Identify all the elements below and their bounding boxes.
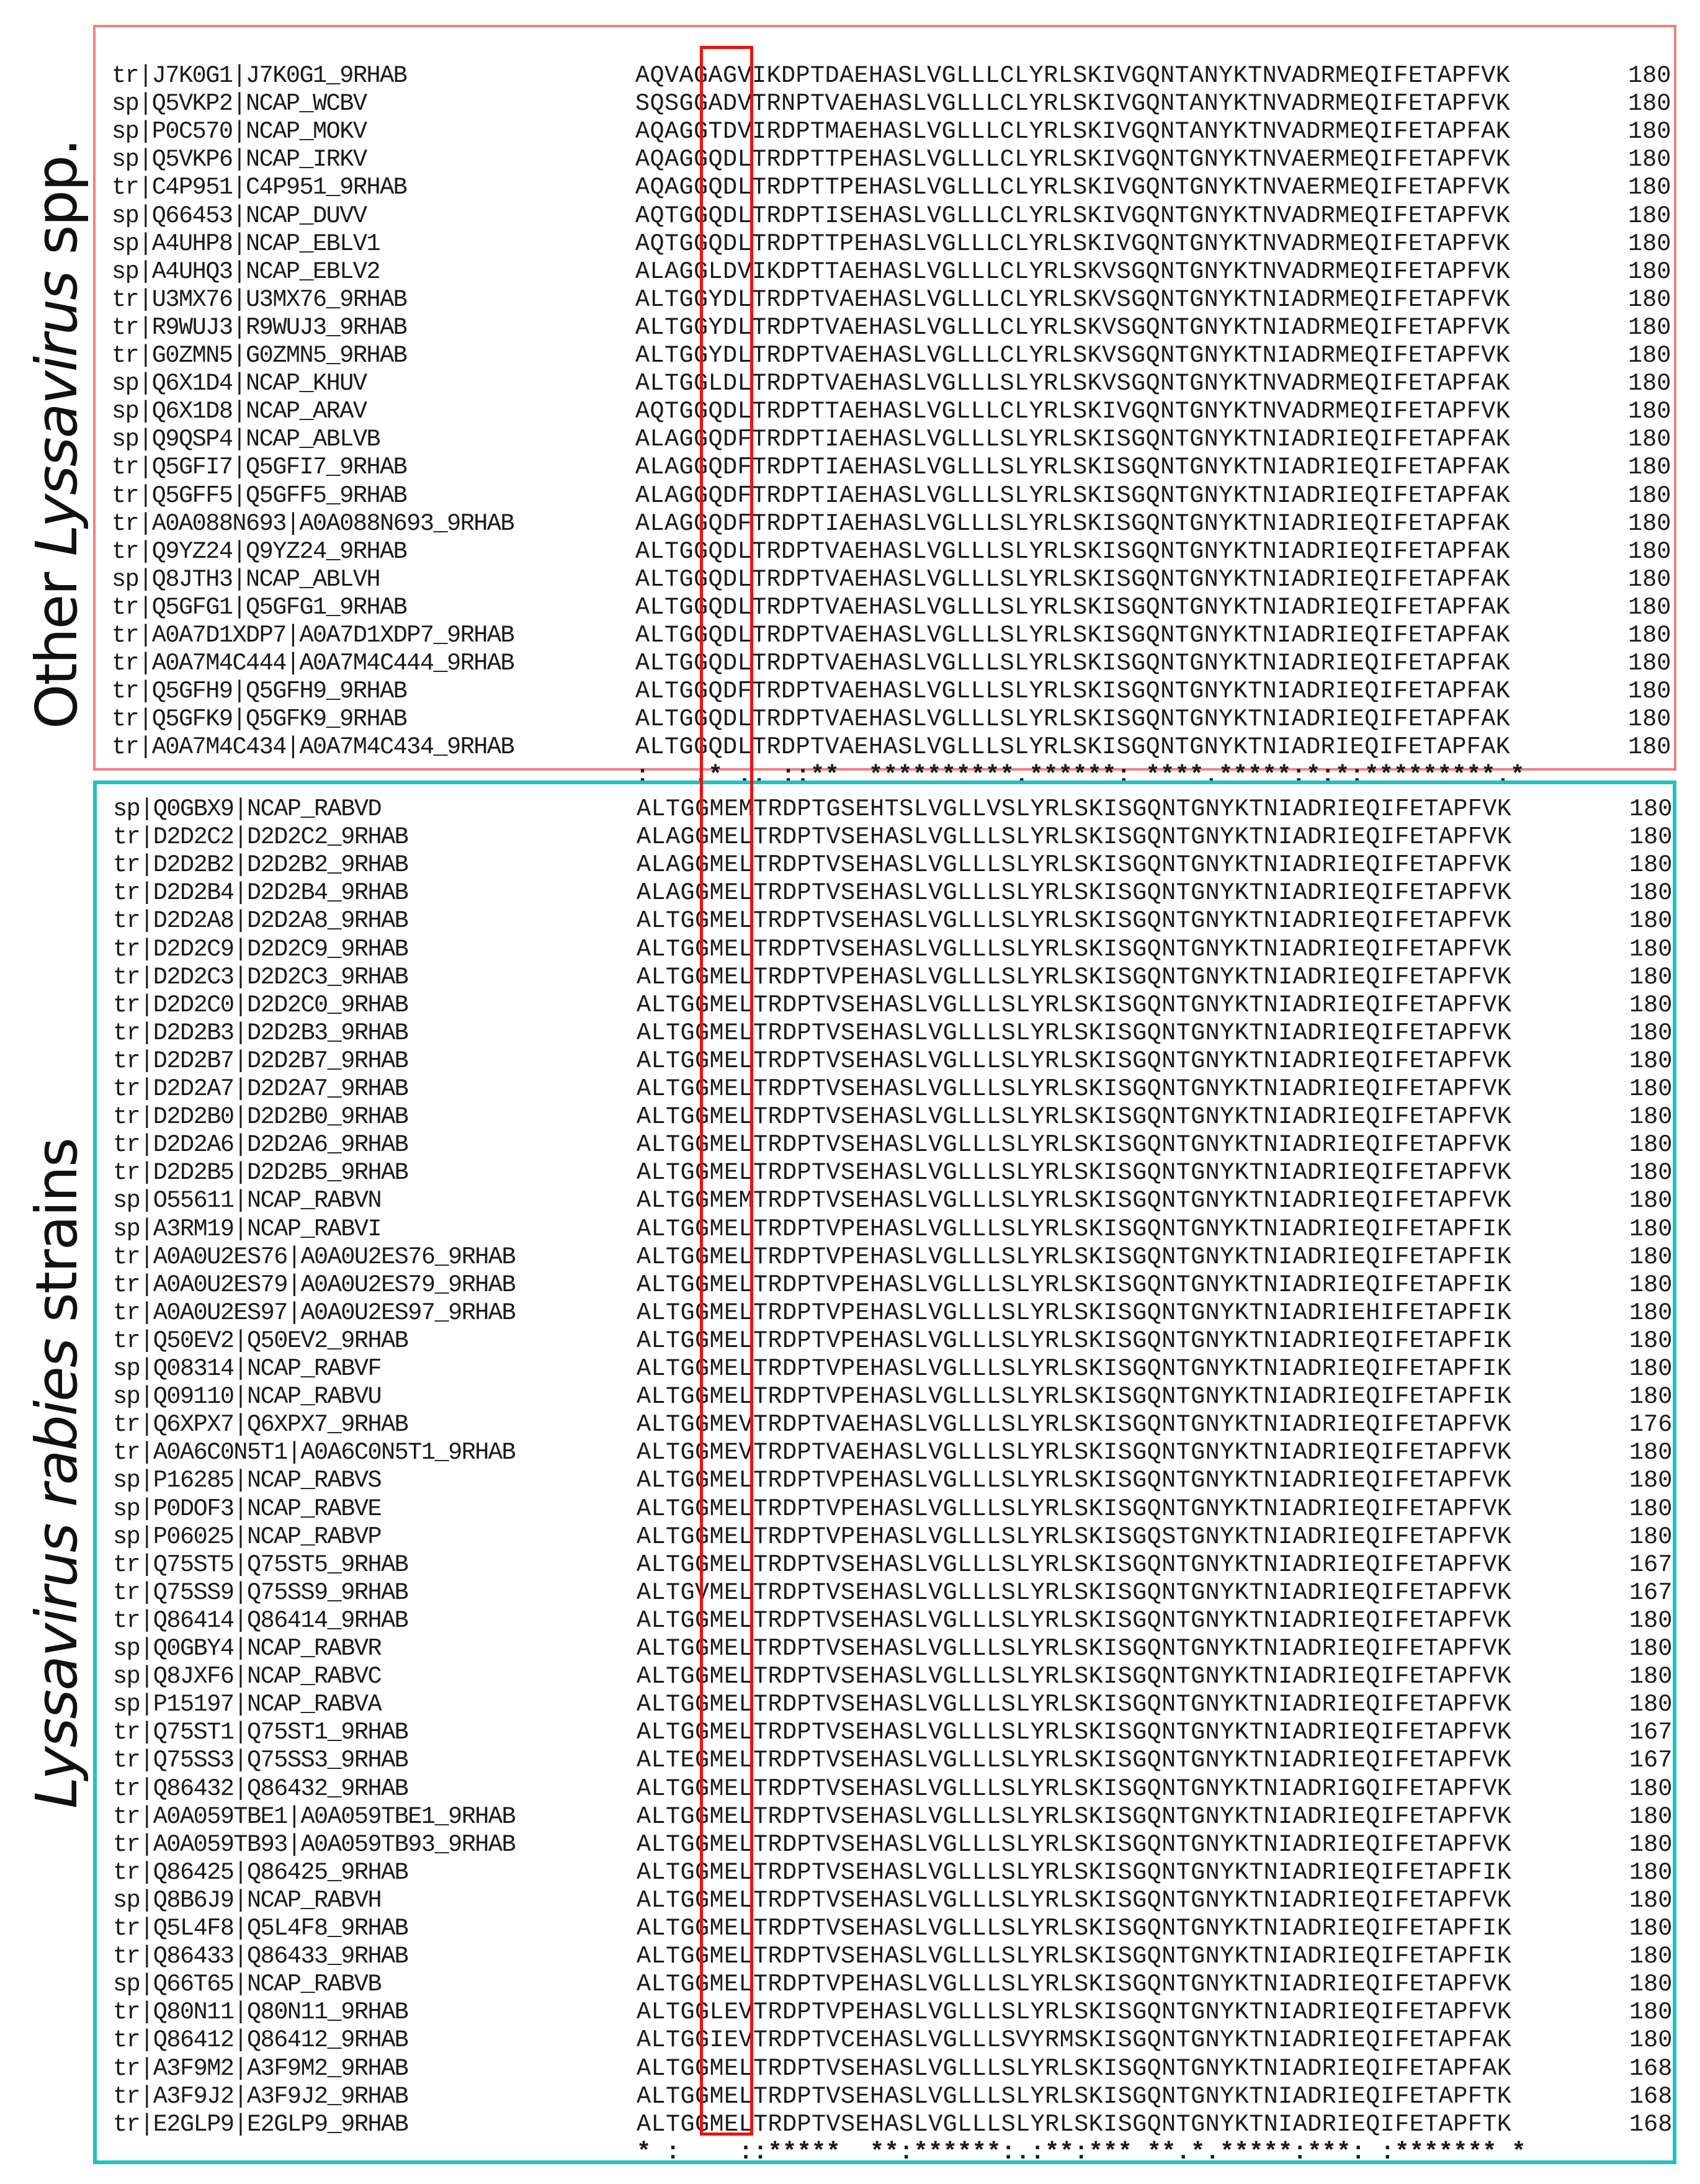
- residue-position: 180: [1629, 1915, 1673, 1942]
- residue-position: 180: [1628, 593, 1671, 621]
- residue-position: 180: [1629, 795, 1673, 823]
- sequence-id: tr|Q5GFF5|Q5GFF5_9RHAB: [112, 481, 407, 509]
- sequence-id: tr|D2D2B5|D2D2B5_9RHAB: [113, 1159, 408, 1187]
- sequence-id: sp|Q8JTH3|NCAP_ABLVH: [112, 565, 380, 593]
- sequence-residues: ALTGGLDLTRDPTVAEHASLVGLLLSLYRLSKVSGQNTGNYKTNVADRMEQIFETAPFAK: [635, 370, 1511, 398]
- sequence-residues: ALTGGMELTRDPTVSEHASLVGLLLSLYRLSKISGQNTGNYKTNIADRIEQIFETAPFTK: [637, 2082, 1512, 2110]
- sequence-id: tr|D2D2C2|D2D2C2_9RHAB: [113, 823, 408, 851]
- residue-position: 167: [1629, 1747, 1673, 1774]
- sequence-id: tr|J7K0G1|J7K0G1_9RHAB: [112, 62, 407, 89]
- sequence-residues: ALTGGMELTRDPTVSEHASLVGLLLSLYRLSKISGQNTGNYKTNIADRIGQIFETAPFVK: [637, 1774, 1512, 1802]
- sequence-id: tr|D2D2C0|D2D2C0_9RHAB: [113, 991, 408, 1019]
- consensus-symbols: * : ::***** **:******:.:**:*** **.*.*****:***: :******* *: [637, 2138, 1526, 2166]
- sequence-residues: ALTGGMEVTRDPTVAEHASLVGLLLSLYRLSKISGQNTGNYKTNIADRIEQIFETAPFVK: [637, 1439, 1512, 1467]
- sequence-residues: ALTGGQDLTRDPTVAEHASLVGLLLSLYRLSKISGQNTGNYKTNIADRIEQIFETAPFAK: [635, 537, 1511, 565]
- sequence-id: tr|D2D2A8|D2D2A8_9RHAB: [113, 907, 408, 935]
- residue-position: 180: [1629, 991, 1673, 1019]
- side-label-italic: Lyssavirus: [24, 271, 90, 557]
- sequence-id: sp|Q5VKP6|NCAP_IRKV: [112, 146, 367, 174]
- sequence-id: tr|A0A0U2ES76|A0A0U2ES76_9RHAB: [113, 1243, 516, 1271]
- residue-position: 180: [1628, 650, 1671, 678]
- residue-position: 180: [1628, 705, 1671, 733]
- sequence-residues: ALTGGQDLTRDPTVAEHASLVGLLLSLYRLSKISGQNTGNYKTNIADRIEQIFETAPFAK: [635, 565, 1511, 593]
- sequence-id: tr|D2D2B0|D2D2B0_9RHAB: [113, 1103, 408, 1131]
- sequence-id: sp|P15197|NCAP_RABVA: [113, 1691, 382, 1719]
- residue-position: 180: [1629, 1943, 1673, 1971]
- sequence-residues: ALTGGMELTRDPTVPEHASLVGLLLSLYRLSKISGQNTGNYKTNIADRIEQIFETAPFIK: [637, 1383, 1512, 1411]
- sequence-residues: ALAGGMELTRDPTVSEHASLVGLLLSLYRLSKISGQNTGNYKTNIADRIEQIFETAPFVK: [637, 879, 1512, 907]
- sequence-id: sp|A4UHQ3|NCAP_EBLV2: [112, 257, 380, 285]
- residue-position: 180: [1629, 1243, 1673, 1271]
- sequence-id: sp|P16285|NCAP_RABVS: [113, 1467, 382, 1495]
- residue-position: 180: [1628, 678, 1671, 705]
- sequence-residues: ALTGGYDLTRDPTVAEHASLVGLLLCLYRLSKVSGQNTGNYKTNIADRMEQIFETAPFVK: [635, 313, 1511, 341]
- sequence-residues: ALTGGMELTRDPTVSEHASLVGLLLSLYRLSKISGQNTGNYKTNIADRIEQIFETAPFVK: [637, 907, 1512, 935]
- sequence-id: tr|D2D2C9|D2D2C9_9RHAB: [113, 935, 408, 963]
- sequence-residues: ALAGGQDFTRDPTIAEHASLVGLLLSLYRLSKISGQNTGNYKTNIADRIEQIFETAPFAK: [635, 426, 1511, 454]
- sequence-residues: ALAGGQDFTRDPTIAEHASLVGLLLSLYRLSKISGQNTGNYKTNIADRIEQIFETAPFAK: [635, 454, 1511, 481]
- residue-position: 180: [1628, 481, 1671, 509]
- sequence-residues: ALTGGQDFTRDPTVAEHASLVGLLLSLYRLSKISGQNTGNYKTNIADRIEQIFETAPFAK: [635, 678, 1511, 705]
- residue-position: 180: [1628, 370, 1671, 398]
- residue-position: 180: [1629, 1774, 1673, 1802]
- sequence-residues: ALAGGQDFTRDPTIAEHASLVGLLLSLYRLSKISGQNTGNYKTNIADRIEQIFETAPFAK: [635, 481, 1511, 509]
- sequence-id: tr|D2D2A7|D2D2A7_9RHAB: [113, 1075, 408, 1103]
- residue-position: 180: [1629, 1019, 1673, 1047]
- sequence-residues: ALAGGLDVIKDPTTAEHASLVGLLLCLYRLSKVSGQNTGNYKTNVADRMEQIFETAPFVK: [635, 257, 1511, 285]
- residue-position: 168: [1629, 2054, 1673, 2082]
- residue-position: 180: [1629, 1495, 1673, 1523]
- residue-position: 180: [1629, 1635, 1673, 1662]
- residue-position: 180: [1629, 1187, 1673, 1215]
- residue-position: 168: [1629, 2082, 1673, 2110]
- residue-position: 180: [1628, 454, 1671, 481]
- residue-position: 180: [1629, 1606, 1673, 1634]
- sequence-id: tr|Q86414|Q86414_9RHAB: [113, 1606, 408, 1634]
- residue-position: 180: [1628, 733, 1671, 761]
- sequence-residues: ALAGGMELTRDPTVSEHASLVGLLLSLYRLSKISGQNTGNYKTNIADRIEQIFETAPFVK: [637, 823, 1512, 851]
- sequence-id: tr|A0A6C0N5T1|A0A6C0N5T1_9RHAB: [113, 1439, 516, 1467]
- sequence-id: tr|A0A7M4C434|A0A7M4C434_9RHAB: [112, 733, 514, 761]
- sequence-residues: ALTGGMELTRDPTVSEHASLVGLLLSLYRLSKISGQNTGNYKTNIADRIEQIFETAPFIK: [637, 1943, 1512, 1971]
- sequence-residues: AQTGGQDLTRDPTTAEHASLVGLLLCLYRLSKIVGQNTGNYKTNVADRMEQIFETAPFVK: [635, 398, 1511, 426]
- residue-position: 180: [1629, 1858, 1673, 1886]
- sequence-residues: ALTGGMELTRDPTVSEHASLVGLLLSLYRLSKISGQNTGNYKTNIADRIEQIFETAPFVK: [637, 935, 1512, 963]
- consensus-symbols: : .* .. ::** **********.******: ****.*****:*:*:*********.*: [635, 761, 1525, 789]
- residue-position: 180: [1629, 1439, 1673, 1467]
- sequence-residues: ALTGGMELTRDPTVPEHASLVGLLLSLYRLSKISGQNTGNYKTNIADRIEHIFETAPFIK: [637, 1299, 1512, 1327]
- sequence-id: sp|Q08314|NCAP_RABVF: [113, 1355, 382, 1382]
- sequence-residues: ALTGGMELTRDPTVSEHASLVGLLLSLYRLSKISGQNTGNYKTNIADRIEQIFETAPFVK: [637, 991, 1512, 1019]
- sequence-residues: ALTGGQDLTRDPTVAEHASLVGLLLSLYRLSKISGQNTGNYKTNIADRIEQIFETAPFAK: [635, 622, 1511, 649]
- sequence-residues: ALTGGMELTRDPTVPEHASLVGLLLSLYRLSKISGQNTGNYKTNIADRIEQIFETAPFVK: [637, 963, 1512, 991]
- side-label-prefix: Other: [24, 556, 90, 729]
- sequence-residues: ALTGGMELTRDPTVSEHASLVGLLLSLYRLSKISGQNTGNYKTNIADRIEQIFETAPFVK: [637, 1719, 1512, 1747]
- sequence-residues: ALTGGYDLTRDPTVAEHASLVGLLLCLYRLSKVSGQNTGNYKTNIADRMEQIFETAPFVK: [635, 342, 1511, 369]
- sequence-id: tr|D2D2A6|D2D2A6_9RHAB: [113, 1131, 408, 1159]
- sequence-residues: ALAGGMELTRDPTVSEHASLVGLLLSLYRLSKISGQNTGNYKTNIADRIEQIFETAPFVK: [637, 851, 1512, 879]
- sequence-id: tr|U3MX76|U3MX76_9RHAB: [112, 285, 407, 313]
- sequence-id: sp|Q66T65|NCAP_RABVB: [113, 1971, 382, 1998]
- sequence-residues: ALTGGMELTRDPTVPEHASLVGLLLSLYRLSKISGQNTGNYKTNIADRIEQIFETAPFIK: [637, 1327, 1512, 1354]
- sequence-id: tr|G0ZMN5|G0ZMN5_9RHAB: [112, 342, 407, 369]
- residue-position: 180: [1629, 1802, 1673, 1830]
- residue-position: 180: [1629, 2026, 1673, 2054]
- sequence-id: tr|A0A7D1XDP7|A0A7D1XDP7_9RHAB: [112, 622, 514, 649]
- residue-position: 180: [1628, 537, 1671, 565]
- sequence-id: tr|Q5GFH9|Q5GFH9_9RHAB: [112, 678, 407, 705]
- residue-position: 180: [1628, 118, 1671, 146]
- residue-position: 180: [1629, 1131, 1673, 1159]
- sequence-id: sp|Q5VKP2|NCAP_WCBV: [112, 90, 367, 118]
- side-label-suffix: strains: [24, 1139, 90, 1340]
- sequence-residues: ALTGGMELTRDPTVSEHASLVGLLLSLYRLSKISGQNTGNYKTNIADRIEQIFETAPFVK: [637, 1019, 1512, 1047]
- group-rabies-strains-panel: [93, 781, 1676, 2164]
- sequence-residues: ALTGGMELTRDPTVSEHASLVGLLLSLYRLSKISGQNTGNYKTNIADRIEQIFETAPFIK: [637, 1915, 1512, 1942]
- residue-position: 180: [1629, 1523, 1673, 1551]
- sequence-id: tr|Q86432|Q86432_9RHAB: [113, 1774, 408, 1802]
- sequence-id: tr|Q75SS9|Q75SS9_9RHAB: [113, 1578, 408, 1606]
- residue-position: 180: [1629, 935, 1673, 963]
- sequence-residues: ALTGGMELTRDPTVSEHASLVGLLLSLYRLSKISGQNTGNYKTNIADRIEQIFETAPFTK: [637, 2110, 1512, 2138]
- residue-position: 180: [1628, 313, 1671, 341]
- sequence-residues: ALTGGMELTRDPTVPEHASLVGLLLSLYRLSKISGQNTGNYKTNIADRIEQIFETAPFIK: [637, 1271, 1512, 1299]
- residue-position: 180: [1628, 509, 1671, 537]
- sequence-id: sp|P0C570|NCAP_MOKV: [112, 118, 367, 146]
- residue-position: 180: [1629, 1047, 1673, 1075]
- sequence-residues: ALTGGMELTRDPTVSEHASLVGLLLSLYRLSKISGQNTGNYKTNIADRIEQIFETAPFVK: [637, 1131, 1512, 1159]
- sequence-residues: ALTGGMELTRDPTVPEHASLVGLLLSLYRLSKISGQNTGNYKTNIADRIEQIFETAPFVK: [637, 1971, 1512, 1998]
- sequence-residues: ALTGGMELTRDPTVSEHASLVGLLLSLYRLSKISGQNTGNYKTNIADRIEQIFETAPFAK: [637, 2054, 1512, 2082]
- sequence-residues: ALTGGMELTRDPTVSEHASLVGLLLSLYRLSKISGQNTGNYKTNIADRIEQIFETAPFVK: [637, 1159, 1512, 1187]
- residue-position: 180: [1628, 622, 1671, 649]
- sequence-residues: ALTGGMELTRDPTVSEHASLVGLLLSLYRLSKISGQNTGNYKTNIADRIEQIFETAPFVK: [637, 1606, 1512, 1634]
- sequence-id: tr|A3F9J2|A3F9J2_9RHAB: [113, 2082, 408, 2110]
- residue-position: 180: [1628, 398, 1671, 426]
- residue-position: 180: [1629, 1215, 1673, 1243]
- sequence-residues: SQSGGADVTRNPTVAEHASLVGLLLCLYRLSKIVGQNTANYKTNVADRMEQIFETAPFVK: [635, 90, 1511, 118]
- residue-position: 180: [1628, 202, 1671, 230]
- sequence-id: sp|A3RM19|NCAP_RABVI: [113, 1215, 382, 1243]
- residue-position: 180: [1629, 1691, 1673, 1719]
- sequence-residues: AQTGGQDLTRDPTISEHASLVGLLLCLYRLSKIVGQNTGNYKTNVADRMEQIFETAPFVK: [635, 202, 1511, 230]
- sequence-id: tr|Q5L4F8|Q5L4F8_9RHAB: [113, 1915, 408, 1942]
- sequence-id: sp|Q6X1D4|NCAP_KHUV: [112, 370, 367, 398]
- sequence-id: tr|D2D2B3|D2D2B3_9RHAB: [113, 1019, 408, 1047]
- sequence-residues: ALTGGMELTRDPTVSEHASLVGLLLSLYRLSKISGQNTGNYKTNIADRIEQIFETAPFVK: [637, 1047, 1512, 1075]
- sequence-id: sp|Q8JXF6|NCAP_RABVC: [113, 1663, 382, 1691]
- residue-position: 168: [1629, 2110, 1673, 2138]
- sequence-id: sp|A4UHP8|NCAP_EBLV1: [112, 230, 380, 257]
- sequence-residues: ALTGGMELTRDPTVPEHASLVGLLLSLYRLSKISGQNTGNYKTNIADRIEQIFETAPFIK: [637, 1215, 1512, 1243]
- residue-position: 180: [1628, 426, 1671, 454]
- sequence-id: tr|A0A0U2ES79|A0A0U2ES79_9RHAB: [113, 1271, 516, 1299]
- residue-position: 180: [1629, 1103, 1673, 1131]
- sequence-residues: ALTGGMEVTRDPTVAEHASLVGLLLSLYRLSKISGQNTGNYKTNIADRIEQIFETAPFVK: [637, 1411, 1512, 1439]
- sequence-residues: ALTGGMELTRDPTVPEHASLVGLLLSLYRLSKISGQNTGNYKTNIADRIEQIFETAPFIK: [637, 1243, 1512, 1271]
- sequence-residues: ALTGGLEVTRDPTVPEHASLVGLLLSLYRLSKISGQNTGNYKTNIADRIEQIFETAPFVK: [637, 1998, 1512, 2026]
- sequence-residues: ALTGGMELTRDPTVSEHASLVGLLLSLYRLSKISGQNTGNYKTNIADRIEQIFETAPFVK: [637, 1103, 1512, 1131]
- residue-position: 180: [1629, 1355, 1673, 1382]
- residue-position: 180: [1628, 230, 1671, 257]
- sequence-id: sp|Q66453|NCAP_DUVV: [112, 202, 367, 230]
- residue-position: 180: [1628, 146, 1671, 174]
- sequence-residues: ALTGGMELTRDPTVSEHASLVGLLLSLYRLSKISGQNTGNYKTNIADRIEQIFETAPFVK: [637, 1551, 1512, 1578]
- sequence-residues: ALTGGMELTRDPTVSEHASLVGLLLSLYRLSKISGQNTGNYKTNIADRIEQIFETAPFVK: [637, 1663, 1512, 1691]
- sequence-id: tr|A3F9M2|A3F9M2_9RHAB: [113, 2054, 408, 2082]
- side-label-rabies-strains: [24, 1139, 90, 1809]
- residue-position: 180: [1629, 1830, 1673, 1858]
- sequence-residues: ALTGGIEVTRDPTVCEHASLVGLLLSVYRMSKISGQNTGNYKTNIADRIEQIFETAPFAK: [637, 2026, 1512, 2054]
- sequence-id: sp|P0DOF3|NCAP_RABVE: [113, 1495, 382, 1523]
- side-label-suffix: spp.: [24, 139, 90, 272]
- sequence-id: sp|Q0GBX9|NCAP_RABVD: [113, 795, 382, 823]
- residue-position: 180: [1628, 62, 1671, 89]
- sequence-id: tr|A0A088N693|A0A088N693_9RHAB: [112, 509, 514, 537]
- group-other-lyssavirus-panel: [93, 25, 1676, 789]
- sequence-id: tr|Q5GFI7|Q5GFI7_9RHAB: [112, 454, 407, 481]
- residue-position: 167: [1629, 1578, 1673, 1606]
- residue-position: 180: [1629, 1467, 1673, 1495]
- residue-position: 180: [1629, 1075, 1673, 1103]
- sequence-id: tr|Q6XPX7|Q6XPX7_9RHAB: [113, 1411, 408, 1439]
- sequence-id: tr|Q5GFK9|Q5GFK9_9RHAB: [112, 705, 407, 733]
- sequence-residues: ALTGGMELTRDPTVSEHASLVGLLLSLYRLSKISGQNTGNYKTNIADRIEQIFETAPFVK: [637, 1886, 1512, 1914]
- sequence-id: tr|E2GLP9|E2GLP9_9RHAB: [113, 2110, 408, 2138]
- residue-position: 180: [1629, 963, 1673, 991]
- residue-position: 180: [1628, 174, 1671, 202]
- residue-position: 180: [1628, 285, 1671, 313]
- side-label-other-lyssavirus: [24, 140, 90, 729]
- residue-position: 167: [1629, 1719, 1673, 1747]
- sequence-residues: ALTGGYDLTRDPTVAEHASLVGLLLCLYRLSKVSGQNTGNYKTNIADRMEQIFETAPFVK: [635, 285, 1511, 313]
- residue-position: 180: [1629, 1998, 1673, 2026]
- sequence-id: tr|Q50EV2|Q50EV2_9RHAB: [113, 1327, 408, 1354]
- sequence-id: tr|Q5GFG1|Q5GFG1_9RHAB: [112, 593, 407, 621]
- residue-position: 180: [1629, 1271, 1673, 1299]
- sequence-id: tr|Q75SS3|Q75SS3_9RHAB: [113, 1747, 408, 1774]
- sequence-residues: ALTGGMELTRDPTVPEHASLVGLLLSLYRLSKISGQNTGNYKTNIADRIEQIFETAPFVK: [637, 1467, 1512, 1495]
- residue-position: 180: [1629, 1886, 1673, 1914]
- sequence-id: tr|Q86425|Q86425_9RHAB: [113, 1858, 408, 1886]
- sequence-id: tr|A0A059TBE1|A0A059TBE1_9RHAB: [113, 1802, 516, 1830]
- residue-position: 180: [1629, 1299, 1673, 1327]
- residue-position: 180: [1629, 879, 1673, 907]
- residue-position: 180: [1629, 1383, 1673, 1411]
- residue-position: 167: [1629, 1551, 1673, 1578]
- residue-position: 180: [1629, 907, 1673, 935]
- sequence-id: tr|A0A059TB93|A0A059TB93_9RHAB: [113, 1830, 516, 1858]
- sequence-id: sp|P06025|NCAP_RABVP: [113, 1523, 382, 1551]
- sequence-id: sp|Q8B6J9|NCAP_RABVH: [113, 1886, 382, 1914]
- sequence-id: sp|Q09110|NCAP_RABVU: [113, 1383, 382, 1411]
- residue-position: 176: [1629, 1411, 1673, 1439]
- sequence-residues: ALTGGMELTRDPTVSEHASLVGLLLSLYRLSKISGQNTGNYKTNIADRIEQIFETAPFVK: [637, 1802, 1512, 1830]
- sequence-id: sp|Q9QSP4|NCAP_ABLVB: [112, 426, 380, 454]
- residue-position: 180: [1628, 565, 1671, 593]
- sequence-id: tr|A0A0U2ES97|A0A0U2ES97_9RHAB: [113, 1299, 516, 1327]
- sequence-id: tr|Q9YZ24|Q9YZ24_9RHAB: [112, 537, 407, 565]
- residue-position: 180: [1629, 823, 1673, 851]
- sequence-residues: ALTGGMELTRDPTVPEHASLVGLLLSLYRLSKISGQNTGNYKTNIADRIEQIFETAPFVK: [637, 1495, 1512, 1523]
- residue-position: 180: [1629, 1663, 1673, 1691]
- sequence-residues: ALTGGQDLTRDPTVAEHASLVGLLLSLYRLSKISGQNTGNYKTNIADRIEQIFETAPFAK: [635, 705, 1511, 733]
- sequence-id: tr|Q75ST1|Q75ST1_9RHAB: [113, 1719, 408, 1747]
- sequence-id: tr|C4P951|C4P951_9RHAB: [112, 174, 407, 202]
- sequence-residues: ALTGGMELTRDPTVSEHASLVGLLLSLYRLSKISGQNTGNYKTNIADRIEQIFETAPFVK: [637, 1075, 1512, 1103]
- sequence-id: sp|O55611|NCAP_RABVN: [113, 1187, 382, 1215]
- sequence-residues: ALTGGMEMTRDPTGSEHTSLVGLLVSLYRLSKISGQNTGNYKTNIADRIEQIFETAPFVK: [637, 795, 1512, 823]
- residue-position: 180: [1629, 851, 1673, 879]
- sequence-residues: AQAGGTDVIRDPTMAEHASLVGLLLCLYRLSKIVGQNTANYKTNVADRMEQIFETAPFAK: [635, 118, 1511, 146]
- sequence-residues: ALTGGMELTRDPTVPEHASLVGLLLSLYRLSKISGQSTGNYKTNIADRIEQIFETAPFVK: [637, 1523, 1512, 1551]
- residue-position: 180: [1629, 1327, 1673, 1354]
- residue-position: 180: [1629, 1971, 1673, 1998]
- residue-position: 180: [1628, 90, 1671, 118]
- sequence-id: tr|A0A7M4C444|A0A7M4C444_9RHAB: [112, 650, 514, 678]
- residue-position: 180: [1628, 257, 1671, 285]
- sequence-residues: ALTGGQDLTRDPTVAEHASLVGLLLSLYRLSKISGQNTGNYKTNIADRIEQIFETAPFAK: [635, 593, 1511, 621]
- sequence-id: tr|Q80N11|Q80N11_9RHAB: [113, 1998, 408, 2026]
- residue-position: 180: [1628, 342, 1671, 369]
- sequence-id: tr|Q86412|Q86412_9RHAB: [113, 2026, 408, 2054]
- sequence-residues: ALTGGMELTRDPTVSEHASLVGLLLSLYRLSKISGQNTGNYKTNIADRIEQIFETAPFVK: [637, 1691, 1512, 1719]
- residue-position: 180: [1629, 1159, 1673, 1187]
- side-label-italic: Lyssavirus rabies: [24, 1339, 90, 1809]
- sequence-id: tr|D2D2B7|D2D2B7_9RHAB: [113, 1047, 408, 1075]
- sequence-residues: ALTGVMELTRDPTVSEHASLVGLLLSLYRLSKISGQNTGNYKTNIADRIEQIFETAPFVK: [637, 1578, 1512, 1606]
- sequence-id: sp|Q6X1D8|NCAP_ARAV: [112, 398, 367, 426]
- sequence-residues: AQAGGQDLTRDPTTPEHASLVGLLLCLYRLSKIVGQNTGNYKTNVAERMEQIFETAPFVK: [635, 174, 1511, 202]
- sequence-residues: ALTGGMELTRDPTVPEHASLVGLLLSLYRLSKISGQNTGNYKTNIADRIEQIFETAPFIK: [637, 1355, 1512, 1382]
- sequence-residues: AQVAGAGVIKDPTDAEHASLVGLLLCLYRLSKIVGQNTANYKTNVADRMEQIFETAPFVK: [635, 62, 1511, 89]
- sequence-id: tr|R9WUJ3|R9WUJ3_9RHAB: [112, 313, 407, 341]
- highlight-box-columns: [700, 46, 753, 2136]
- sequence-residues: ALTGGQDLTRDPTVAEHASLVGLLLSLYRLSKISGQNTGNYKTNIADRIEQIFETAPFAK: [635, 733, 1511, 761]
- sequence-id: sp|Q0GBY4|NCAP_RABVR: [113, 1635, 382, 1662]
- sequence-residues: ALTGGQDLTRDPTVAEHASLVGLLLSLYRLSKISGQNTGNYKTNIADRIEQIFETAPFAK: [635, 650, 1511, 678]
- sequence-residues: ALTGGMELTRDPTVSEHASLVGLLLSLYRLSKISGQNTGNYKTNIADRIEQIFETAPFIK: [637, 1858, 1512, 1886]
- sequence-residues: ALTGGMELTRDPTVSEHASLVGLLLSLYRLSKISGQNTGNYKTNIADRIEQIFETAPFVK: [637, 1830, 1512, 1858]
- sequence-residues: AQTGGQDLTRDPTTPEHASLVGLLLCLYRLSKIVGQNTGNYKTNVADRMEQIFETAPFVK: [635, 230, 1511, 257]
- sequence-id: tr|D2D2B2|D2D2B2_9RHAB: [113, 851, 408, 879]
- sequence-residues: ALTGGMELTRDPTVSEHASLVGLLLSLYRLSKISGQNTGNYKTNIADRIEQIFETAPFVK: [637, 1635, 1512, 1662]
- sequence-residues: ALAGGQDFTRDPTIAEHASLVGLLLSLYRLSKISGQNTGNYKTNIADRIEQIFETAPFAK: [635, 509, 1511, 537]
- sequence-id: tr|Q86433|Q86433_9RHAB: [113, 1943, 408, 1971]
- sequence-id: tr|D2D2C3|D2D2C3_9RHAB: [113, 963, 408, 991]
- sequence-residues: AQAGGQDLTRDPTTPEHASLVGLLLCLYRLSKIVGQNTGNYKTNVAERMEQIFETAPFVK: [635, 146, 1511, 174]
- sequence-residues: ALTGGMEMTRDPTVSEHASLVGLLLSLYRLSKISGQNTGNYKTNIADRIEQIFETAPFVK: [637, 1187, 1512, 1215]
- sequence-id: tr|Q75ST5|Q75ST5_9RHAB: [113, 1551, 408, 1578]
- sequence-id: tr|D2D2B4|D2D2B4_9RHAB: [113, 879, 408, 907]
- sequence-residues: ALTEGMELTRDPTVSEHASLVGLLLSLYRLSKISGQNTGNYKTNIADRIEQIFETAPFVK: [637, 1747, 1512, 1774]
